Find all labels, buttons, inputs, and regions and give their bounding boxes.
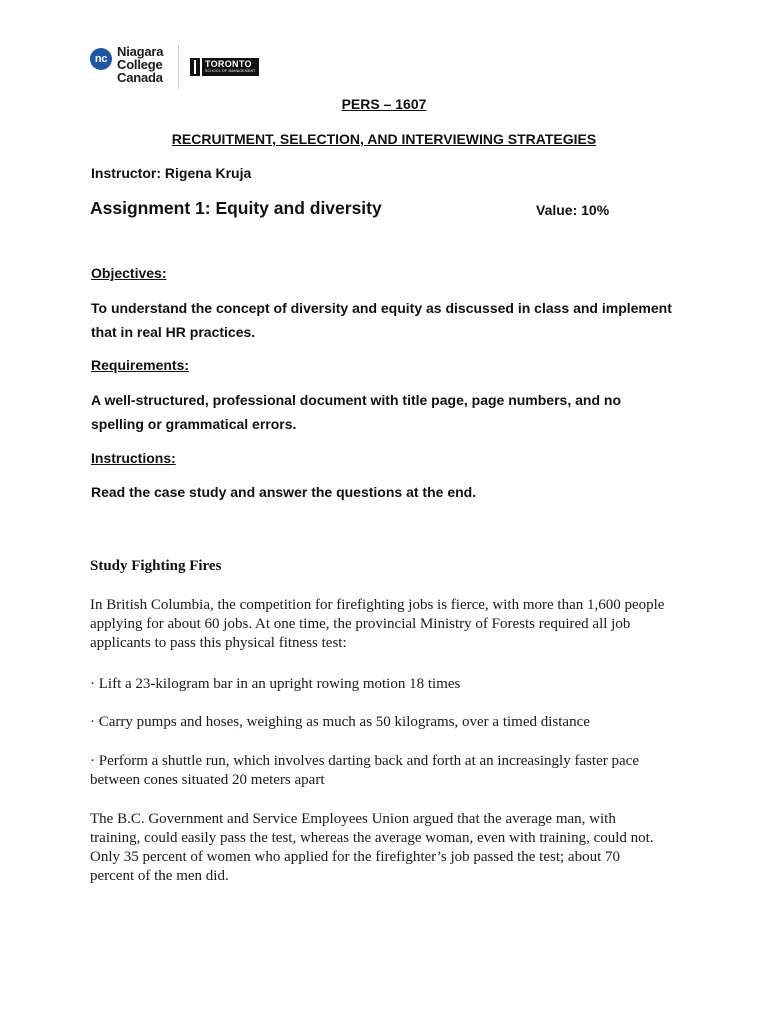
instructions-heading: Instructions:: [91, 450, 176, 466]
objectives-heading: Objectives:: [91, 265, 167, 281]
instructions-text: Read the case study and answer the questions at the end.: [91, 484, 477, 500]
bullet-item: · Lift a 23-kilogram bar in an upright rowing motion 18 times: [90, 676, 461, 692]
case-study-closing: The B.C. Government and Service Employees Union argued that the average man, with training, could easily pass the test, whereas the average woman, even with training, could not. Only 35 percent of women who applied for the firefighter’s job passed the test; about 70 percent of the men did.: [90, 811, 654, 884]
nc-badge-icon: nc: [90, 48, 112, 70]
toronto-subtitle: SCHOOL OF MANAGEMENT: [205, 69, 256, 73]
niagara-college-wordmark: Niagara College Canada: [117, 44, 164, 85]
toronto-school-logo: [190, 58, 259, 76]
case-study-title: Study Fighting Fires: [90, 558, 222, 574]
instructor-line: Instructor: Rigena Kruja: [91, 165, 252, 181]
course-title: RECRUITMENT, SELECTION, AND INTERVIEWING STRATEGIES: [171, 131, 597, 147]
bullet-item: · Perform a shuttle run, which involves darting back and forth at an increasingly faster pace between cones situated 20 meters apart: [90, 753, 639, 788]
logo-divider: [178, 45, 179, 89]
assignment-value: Value: 10%: [536, 202, 610, 218]
niagara-college-logo: [90, 45, 163, 84]
requirements-heading: Requirements:: [91, 357, 190, 373]
objectives-text: To understand the concept of diversity and equity as discussed in class and implement that in real HR practices.: [91, 300, 672, 340]
bullet-item: · Carry pumps and hoses, weighing as much as 50 kilograms, over a timed distance: [90, 714, 590, 730]
course-code: PERS – 1607: [341, 96, 427, 112]
cn-tower-icon: [190, 58, 200, 76]
case-study-intro: In British Columbia, the competition for firefighting jobs is fierce, with more than 1,600 people applying for about 60 jobs. At one time, the provincial Ministry of Forests required all job applicants to pass this physical fitness test:: [90, 597, 665, 651]
requirements-text: A well-structured, professional document with title page, page numbers, and no spelling or grammatical errors.: [91, 392, 621, 432]
toronto-wordmark: TORONTO: [205, 59, 252, 69]
assignment-title: Assignment 1: Equity and diversity: [90, 198, 382, 218]
